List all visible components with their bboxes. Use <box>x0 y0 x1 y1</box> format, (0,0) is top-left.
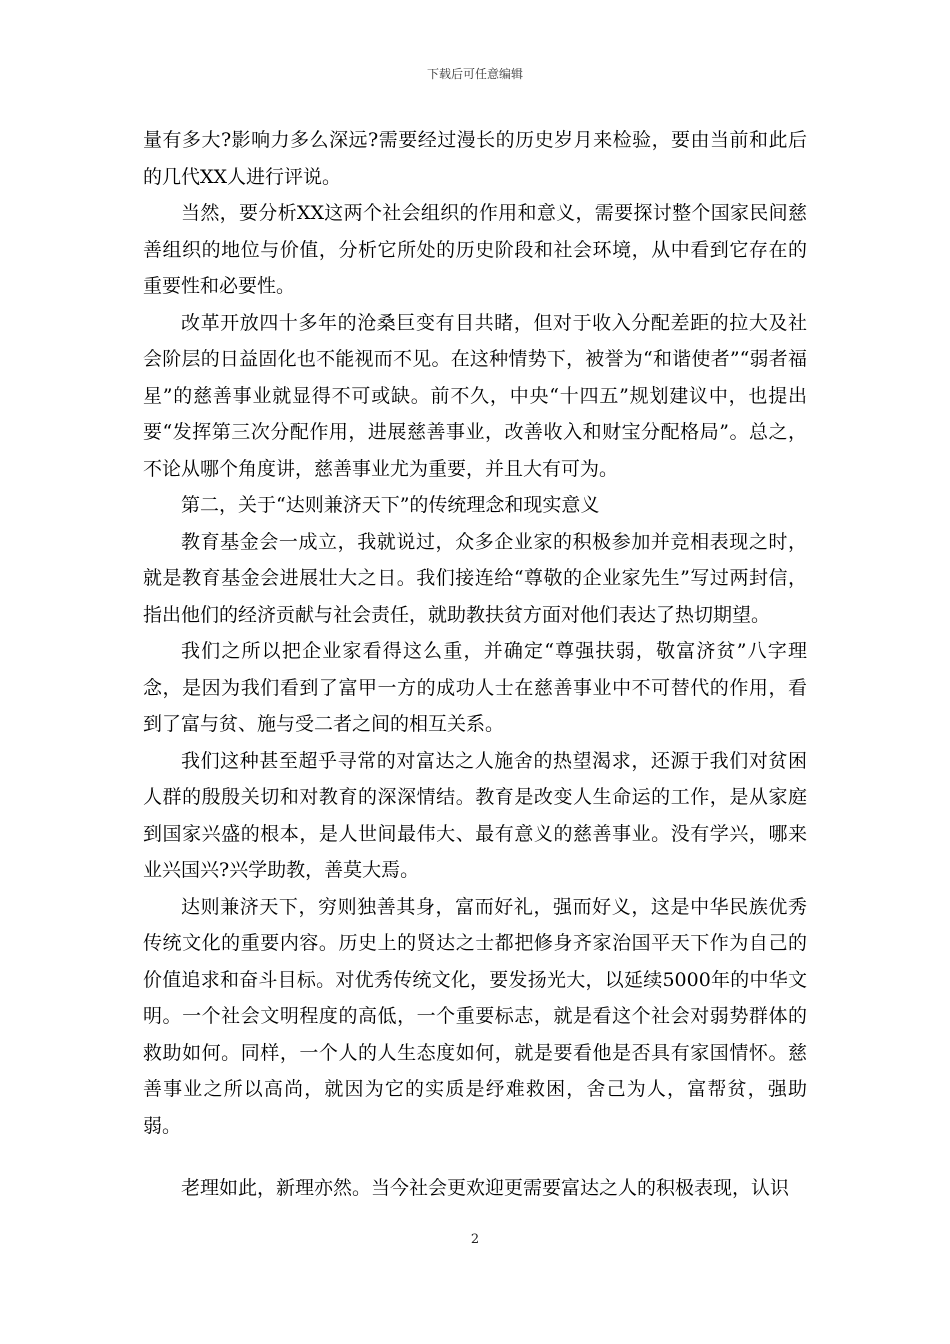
paragraph: 当然，要分析XX这两个社会组织的作用和意义，需要探讨整个国家民间慈善组织的地位与价值，分析它所处的历史阶段和社会环境，从中看到它存在的重要性和必要性。 <box>143 202 807 297</box>
paragraph: 我们之所以把企业家看得这么重，并确定“尊强扶弱，敬富济贫”八字理念，是因为我们看到了富甲一方的成功人士在慈善事业中不可替代的作用，看到了富与贫、施与受二者之间的相互关系。 <box>143 640 807 735</box>
paragraph: 教育基金会一成立，我就说过，众多企业家的积极参加并竞相表现之时，就是教育基金会进展壮大之日。我们接连给“尊敬的企业家先生”写过两封信，指出他们的经济贡献与社会责任，就助教扶贫方面对他们表达了热切期望。 <box>143 530 807 626</box>
paragraph-continuation: 量有多大?影响力多么深远?需要经过漫长的历史岁月来检验，要由当前和此后的几代XX人进行评说。 <box>143 129 807 188</box>
paragraph: 改革开放四十多年的沧桑巨变有目共睹，但对于收入分配差距的拉大及社会阶层的日益固化也不能视而不见。在这种情势下，被誉为“和谐使者”“弱者福星”的慈善事业就显得不可或缺。前不久，中央“十四五”规划建议中，也提出要“发挥第三次分配作用，进展慈善事业，改善收入和财宝分配格局”。总之，不论从哪个角度讲，慈善事业尤为重要，并且大有可为。 <box>143 311 807 480</box>
paragraph: 我们这种甚至超乎寻常的对富达之人施舍的热望渴求，还源于我们对贫困人群的殷殷关切和对教育的深深情结。教育是改变人生命运的工作，是从家庭到国家兴盛的根本，是人世间最伟大、最有意义的慈善事业。没有学兴，哪来业兴国兴?兴学助教，善莫大焉。 <box>143 749 807 881</box>
paragraph: 达则兼济天下，穷则独善其身，富而好礼，强而好义，这是中华民族优秀传统文化的重要内容。历史上的贤达之士都把修身齐家治国平天下作为自己的价值追求和奋斗目标。对优秀传统文化，要发扬光大，以延续5000年的中华文明。一个社会文明程度的高低，一个重要标志，就是看这个社会对弱势群体的救助如何。同样，一个人的人生态度如何，就是要看他是否具有家国情怀。慈善事业之所以高尚，就因为它的实质是纾难救困，舍己为人，富帮贫，强助弱。 <box>143 895 807 1137</box>
document-body <box>143 122 807 1207</box>
page-number: 2 <box>470 1232 480 1247</box>
section-heading: 第二，关于“达则兼济天下”的传统理念和现实意义 <box>181 494 600 516</box>
paragraph: 老理如此，新理亦然。当今社会更欢迎更需要富达之人的积极表现，认识 <box>181 1177 790 1199</box>
page-header: 下载后可任意编辑 <box>426 67 523 81</box>
